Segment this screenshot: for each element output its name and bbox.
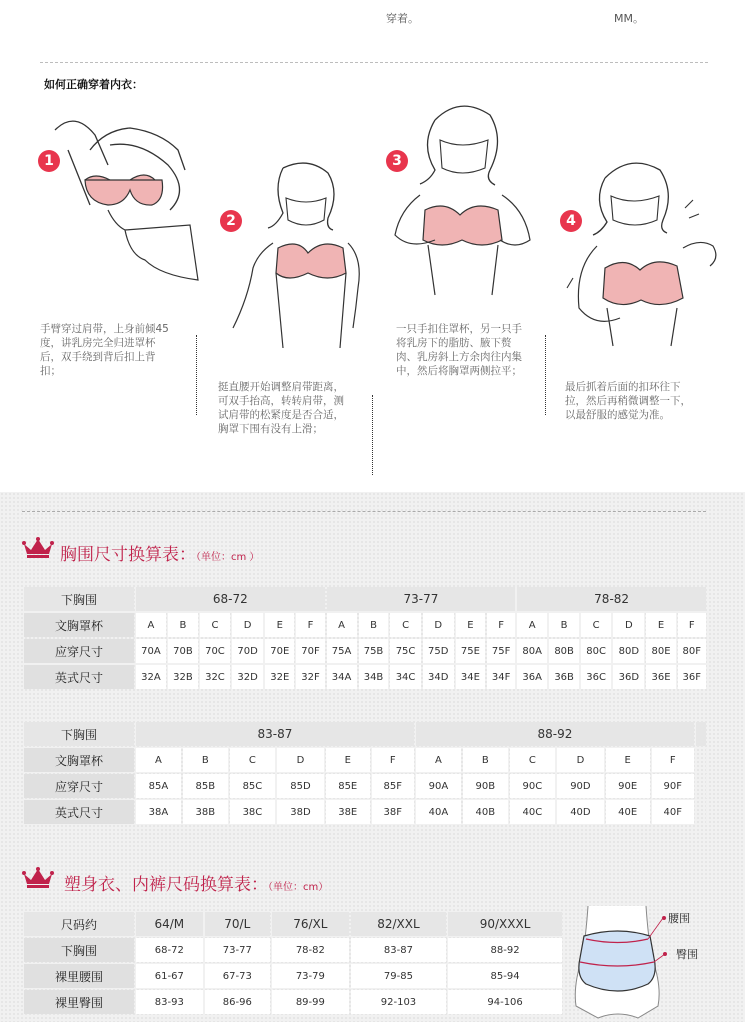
column-header: 64/M xyxy=(136,912,203,936)
table-cell: 36F xyxy=(678,665,706,689)
table-cell: D xyxy=(423,613,454,637)
table-cell: F xyxy=(678,613,706,637)
table-cell: 61-67 xyxy=(136,964,203,988)
table-header-row xyxy=(24,912,562,936)
table-cell: 40B xyxy=(463,800,508,824)
table-cell: 70B xyxy=(168,639,198,663)
table-cell: 90E xyxy=(606,774,650,798)
table-cell: 34D xyxy=(423,665,454,689)
table-cell: 36D xyxy=(613,665,644,689)
table-cell: A xyxy=(136,748,181,772)
top-divider xyxy=(40,62,708,63)
row-label-cup: 文胸罩杯 xyxy=(24,748,134,772)
table-cell: 85D xyxy=(277,774,324,798)
step4-badge: 4 xyxy=(560,210,582,232)
table-cell: 73-77 xyxy=(205,938,270,962)
table-cell: 70C xyxy=(200,639,230,663)
table-cell: 83-93 xyxy=(136,990,203,1014)
shapewear-size-title-text: 塑身衣、内裤尺码换算表： xyxy=(64,875,268,895)
table-cell: 80C xyxy=(581,639,611,663)
empty-cell xyxy=(696,722,706,746)
table-cell: 75E xyxy=(456,639,485,663)
group-cell: 73-77 xyxy=(327,587,516,611)
table-cell: 85C xyxy=(230,774,275,798)
table-cell: 34B xyxy=(359,665,389,689)
table-cell: 32C xyxy=(200,665,230,689)
table-cell: C xyxy=(581,613,611,637)
row-label-underbust: 下胸围 xyxy=(24,722,134,746)
table-cell: 90C xyxy=(510,774,555,798)
table-cell: 92-103 xyxy=(351,990,446,1014)
table-cell: 79-85 xyxy=(351,964,446,988)
table-cell: D xyxy=(557,748,604,772)
table-cell: 75C xyxy=(390,639,420,663)
top-right-text: MM。 xyxy=(614,12,644,25)
table-cell: 32E xyxy=(265,665,294,689)
table-cell: 68-72 xyxy=(136,938,203,962)
step1-badge: 1 xyxy=(38,150,60,172)
table-cell: C xyxy=(230,748,275,772)
table-cell: A xyxy=(517,613,547,637)
table-cell: C xyxy=(390,613,420,637)
column-header: 82/XXL xyxy=(351,912,446,936)
bra-size-table-b xyxy=(22,720,708,826)
table-cell: 88-92 xyxy=(448,938,562,962)
table-cell: B xyxy=(463,748,508,772)
waist-hip-diagram xyxy=(568,906,668,1022)
table-cell: F xyxy=(296,613,324,637)
table-cell: B xyxy=(359,613,389,637)
table-row xyxy=(24,990,562,1014)
table-cell: 38E xyxy=(326,800,370,824)
table-cell: 86-96 xyxy=(205,990,270,1014)
step1-divider xyxy=(196,335,197,415)
table-cell: 36E xyxy=(646,665,675,689)
row-label: 下胸围 xyxy=(24,938,134,962)
table-cell: 89-99 xyxy=(272,990,349,1014)
table-cell: 85-94 xyxy=(448,964,562,988)
hip-label: 臀围 xyxy=(676,948,698,961)
table-cell: 40A xyxy=(416,800,461,824)
crown-icon xyxy=(22,536,54,558)
row-label: 裸里腰围 xyxy=(24,964,134,988)
table-cell: 70A xyxy=(136,639,166,663)
table-cell: 32F xyxy=(296,665,324,689)
table-cell: 83-87 xyxy=(351,938,446,962)
step4-text: 最后抓着后面的扣环往下拉，然后再稍微调整一下，以最舒服的感觉为准。 xyxy=(565,381,691,421)
row-label: 尺码约 xyxy=(24,912,134,936)
column-header: 70/L xyxy=(205,912,270,936)
table-cell: F xyxy=(372,748,414,772)
table-cell: 85E xyxy=(326,774,370,798)
table-cell: F xyxy=(652,748,694,772)
step2-figure xyxy=(228,158,368,358)
step3-figure xyxy=(390,100,540,300)
table-cell: 90F xyxy=(652,774,694,798)
group-cell: 78-82 xyxy=(517,587,706,611)
table-cell: 40D xyxy=(557,800,604,824)
row-label: 裸里臀围 xyxy=(24,990,134,1014)
table-cell: 73-79 xyxy=(272,964,349,988)
shapewear-size-title xyxy=(64,870,328,895)
table-cell: 85A xyxy=(136,774,181,798)
table-cell: 38A xyxy=(136,800,181,824)
shapewear-size-unit: （单位：cm） xyxy=(268,882,329,893)
table-cell: 36B xyxy=(549,665,579,689)
table-cell: 78-82 xyxy=(272,938,349,962)
table-cell: 70D xyxy=(232,639,263,663)
top-mid-text: 穿着。 xyxy=(386,12,419,25)
table-cell: 90A xyxy=(416,774,461,798)
howto-title: 如何正确穿着内衣： xyxy=(44,78,143,91)
table-cell: E xyxy=(646,613,675,637)
table-cell: B xyxy=(168,613,198,637)
table-cell: 34C xyxy=(390,665,420,689)
table-cell: 67-73 xyxy=(205,964,270,988)
table-cell: 90B xyxy=(463,774,508,798)
table-row xyxy=(24,938,562,962)
table-cell: E xyxy=(456,613,485,637)
table-cell: 85B xyxy=(183,774,228,798)
table-cell: 70E xyxy=(265,639,294,663)
step1-figure xyxy=(50,110,210,290)
step3-badge: 3 xyxy=(386,150,408,172)
table-cell: F xyxy=(487,613,515,637)
table-cell: 75F xyxy=(487,639,515,663)
table-cell: A xyxy=(327,613,357,637)
column-header: 76/XL xyxy=(272,912,349,936)
step2-badge: 2 xyxy=(220,210,242,232)
table-cell: 34E xyxy=(456,665,485,689)
table-cell: 80A xyxy=(517,639,547,663)
table-cell: D xyxy=(277,748,324,772)
step1-text: 手臂穿过肩带，上身前倾45度，讲乳房完全归进罩杯后，双手绕到背后扣上背扣； xyxy=(40,323,169,377)
bra-size-unit: （单位：cm ） xyxy=(196,552,260,563)
table-cell: 70F xyxy=(296,639,324,663)
table-cell: 75D xyxy=(423,639,454,663)
table-cell: 94-106 xyxy=(448,990,562,1014)
section-divider xyxy=(22,511,706,512)
table-cell: 32B xyxy=(168,665,198,689)
table-cell: 34A xyxy=(327,665,357,689)
row-label-cup: 文胸罩杯 xyxy=(24,613,134,637)
table-row xyxy=(24,964,562,988)
table-cell: 36C xyxy=(581,665,611,689)
table-cell: 40F xyxy=(652,800,694,824)
table-cell: D xyxy=(232,613,263,637)
table-cell: A xyxy=(136,613,166,637)
row-label-size: 应穿尺寸 xyxy=(24,639,134,663)
row-label-uk: 英式尺寸 xyxy=(24,800,134,824)
table-cell: 75B xyxy=(359,639,389,663)
table-cell: E xyxy=(265,613,294,637)
table-cell: C xyxy=(510,748,555,772)
shapewear-size-table xyxy=(22,910,564,1016)
table-cell: 90D xyxy=(557,774,604,798)
group-cell: 68-72 xyxy=(136,587,325,611)
table-cell: B xyxy=(549,613,579,637)
table-cell: 80B xyxy=(549,639,579,663)
table-cell: 38F xyxy=(372,800,414,824)
row-label-underbust: 下胸围 xyxy=(24,587,134,611)
table-cell: 80D xyxy=(613,639,644,663)
table-cell: 38D xyxy=(277,800,324,824)
table-cell: 75A xyxy=(327,639,357,663)
step2-text: 挺直腰开始调整肩带距离，可双手抬高，转转肩带，测试肩带的松紧度是否合适，胸罩下围有没有上滑； xyxy=(218,381,344,435)
table-cell: E xyxy=(326,748,370,772)
table-cell: 80E xyxy=(646,639,675,663)
bra-size-title xyxy=(60,540,259,565)
step4-figure xyxy=(565,158,725,348)
group-cell: 83-87 xyxy=(136,722,414,746)
table-cell: 36A xyxy=(517,665,547,689)
table-cell: C xyxy=(200,613,230,637)
table-cell: 38B xyxy=(183,800,228,824)
table-cell: 38C xyxy=(230,800,275,824)
table-cell: 34F xyxy=(487,665,515,689)
step3-text: 一只手扣住罩杯，另一只手将乳房下的脂肪、腋下赘肉、乳房斜上方余肉往内集中，然后将胸罩两侧拉平； xyxy=(396,323,522,377)
table-cell: B xyxy=(183,748,228,772)
group-cell: 88-92 xyxy=(416,722,694,746)
table-cell: 40C xyxy=(510,800,555,824)
table-cell: E xyxy=(606,748,650,772)
table-cell: 32D xyxy=(232,665,263,689)
table-cell: A xyxy=(416,748,461,772)
table-cell: 32A xyxy=(136,665,166,689)
row-label-size: 应穿尺寸 xyxy=(24,774,134,798)
crown-icon xyxy=(22,866,54,888)
table-cell: 40E xyxy=(606,800,650,824)
waist-label: 腰围 xyxy=(668,912,690,925)
table-cell: 85F xyxy=(372,774,414,798)
step3-divider xyxy=(545,335,546,415)
column-header: 90/XXXL xyxy=(448,912,562,936)
row-label-uk: 英式尺寸 xyxy=(24,665,134,689)
table-cell: 80F xyxy=(678,639,706,663)
step2-divider xyxy=(372,395,373,475)
table-cell: D xyxy=(613,613,644,637)
bra-size-title-text: 胸围尺寸换算表： xyxy=(60,545,196,565)
bra-size-table-a xyxy=(22,585,708,691)
